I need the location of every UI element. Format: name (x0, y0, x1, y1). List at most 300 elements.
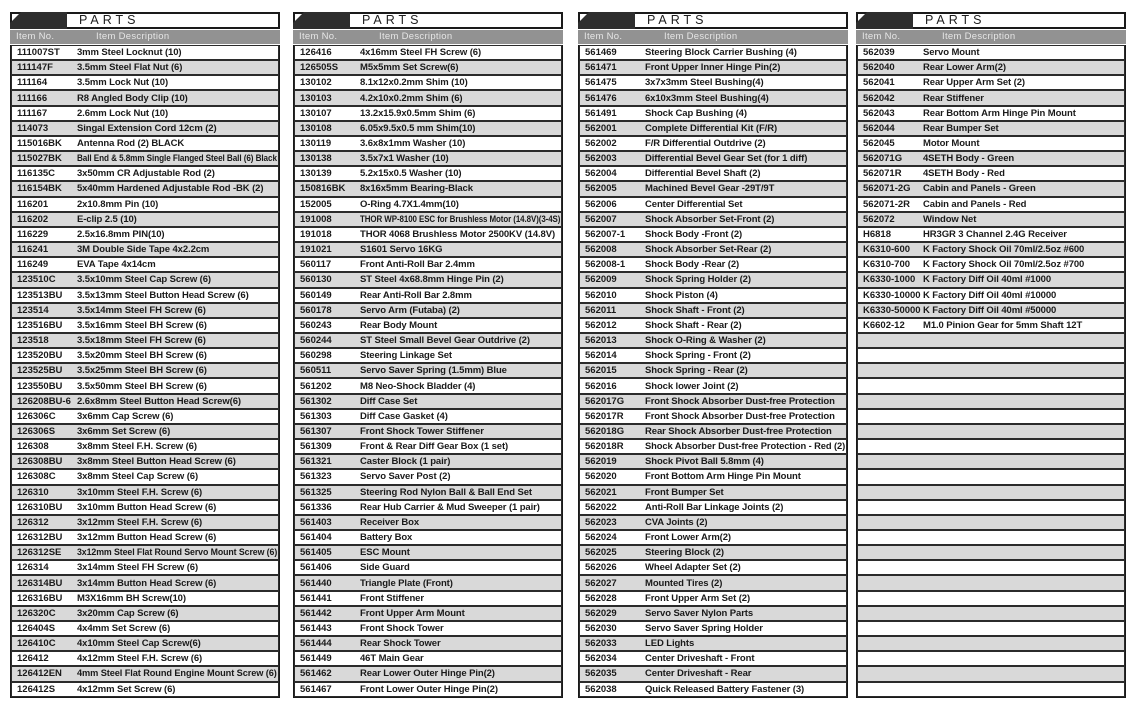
table-row (857, 530, 1125, 545)
item-no-cell: 130107 (300, 107, 332, 119)
table-row (294, 530, 562, 545)
item-no-cell: 126412 (17, 653, 49, 665)
item-description-cell: Mounted Tires (2) (645, 577, 723, 589)
item-description-cell: Steering Block (2) (645, 547, 724, 559)
item-no-cell: K6310-600 (863, 244, 911, 256)
table-row (294, 227, 562, 242)
table-row (857, 500, 1125, 515)
table-row (579, 166, 847, 181)
item-description-cell: 13.2x15.9x0.5mm Shim (6) (360, 107, 476, 119)
table-row (579, 469, 847, 484)
item-no-cell: 561309 (300, 441, 332, 453)
item-description-cell: Steering Block Carrier Bushing (4) (645, 47, 797, 59)
col-item-description: Item Description (664, 31, 738, 42)
table-row (579, 348, 847, 363)
table-row (857, 575, 1125, 590)
item-no-cell: 562071-2G (863, 183, 911, 195)
item-no-cell: 562071-2R (863, 198, 911, 210)
item-no-cell: 111164 (17, 77, 48, 89)
table-row (11, 318, 279, 333)
item-description-cell: 4x12mm Set Screw (6) (77, 683, 176, 695)
item-description-cell: ST Steel Small Bevel Gear Outdrive (2) (360, 335, 530, 347)
item-description-cell: Complete Differential Kit (F/R) (645, 122, 778, 134)
item-description-cell: 4.2x10x0.2mm Shim (6) (360, 92, 463, 104)
item-description-cell: Singal Extension Cord 12cm (2) (77, 122, 217, 134)
item-no-cell: 561303 (300, 410, 332, 422)
item-no-cell: 126308C (17, 471, 56, 483)
item-no-cell: 126208BU-6 (17, 395, 71, 407)
table-row (857, 75, 1125, 90)
item-description-cell: Shock Absorber Set-Front (2) (645, 213, 775, 225)
table-row (11, 212, 279, 227)
table-row (294, 197, 562, 212)
item-no-cell: 561321 (300, 456, 332, 468)
table-row (11, 90, 279, 105)
column-header-bar (293, 30, 563, 44)
table-row (11, 106, 279, 121)
parts-title: PARTS (925, 13, 986, 27)
item-no-cell: 126310 (17, 486, 49, 498)
table-row (294, 439, 562, 454)
table-row (579, 363, 847, 378)
item-description-cell: Triangle Plate (Front) (360, 577, 453, 589)
item-description-cell: K Factory Shock Oil 70ml/2.5oz #700 (923, 259, 1085, 271)
table-row (11, 394, 279, 409)
item-description-cell: Servo Mount (923, 47, 980, 59)
item-no-cell: 126410C (17, 638, 56, 650)
item-no-cell: 130102 (300, 77, 332, 89)
item-no-cell: 562014 (585, 350, 617, 362)
table-row (857, 621, 1125, 636)
item-description-cell: Front Shock Absorber Dust-free Protection (645, 395, 835, 407)
item-no-cell: 111007ST (17, 47, 60, 59)
item-no-cell: 562009 (585, 274, 617, 286)
parts-header-strip (10, 12, 280, 29)
table-row (579, 515, 847, 530)
table-row (857, 60, 1125, 75)
item-description-cell: 4SETH Body - Green (923, 153, 1015, 165)
item-description-cell: 5x40mm Hardened Adjustable Rod -BK (2) (77, 183, 264, 195)
table-row (11, 606, 279, 621)
item-no-cell: 561469 (585, 47, 617, 59)
item-description-cell: M5x5mm Set Screw(6) (360, 62, 459, 74)
item-description-cell: 3M Double Side Tape 4x2.2cm (77, 244, 210, 256)
item-no-cell: 562018G (585, 425, 625, 437)
item-no-cell: 562007 (585, 213, 617, 225)
table-row (11, 60, 279, 75)
table-row (294, 575, 562, 590)
col-item-no: Item No. (299, 31, 338, 42)
item-description-cell: Rear Anti-Roll Bar 2.8mm (360, 289, 472, 301)
item-no-cell: 561323 (300, 471, 332, 483)
table-row (294, 424, 562, 439)
table-row (294, 666, 562, 681)
table-row (857, 212, 1125, 227)
item-no-cell: 126412S (17, 683, 56, 695)
table-row (11, 197, 279, 212)
item-description-cell: Cabin and Panels - Red (923, 198, 1027, 210)
item-no-cell: 562033 (585, 638, 617, 650)
item-description-cell: 3.6x8x1mm Washer (10) (360, 138, 466, 150)
item-no-cell: 191021 (300, 244, 332, 256)
item-no-cell: 116202 (17, 213, 49, 225)
table-row (11, 666, 279, 681)
table-row (294, 257, 562, 272)
table-row (857, 257, 1125, 272)
table-row (11, 560, 279, 575)
table-row (579, 636, 847, 651)
table-row (11, 151, 279, 166)
item-description-cell: 3x10mm Button Head Screw (6) (77, 501, 217, 513)
item-description-cell: K Factory Diff Oil 40ml #50000 (923, 304, 1057, 316)
table-row (11, 378, 279, 393)
item-description-cell: THOR 4068 Brushless Motor 2500KV (14.8V) (360, 228, 556, 240)
item-description-cell: 46T Main Gear (360, 653, 424, 665)
item-description-cell: 3.5x18mm Steel FH Screw (6) (77, 335, 206, 347)
table-row (11, 333, 279, 348)
table-row (579, 409, 847, 424)
item-description-cell (921, 350, 1124, 361)
table-row (11, 272, 279, 287)
item-description-cell: LED Lights (645, 638, 695, 650)
item-description-cell: Machined Bevel Gear -29T/9T (645, 183, 775, 195)
item-description-cell: Front Bottom Arm Hinge Pin Mount (645, 471, 801, 483)
parts-rows (293, 45, 563, 698)
table-row (11, 454, 279, 469)
parts-rows (578, 45, 848, 698)
table-row (11, 136, 279, 151)
item-no-cell: 562043 (863, 107, 895, 119)
table-row (294, 348, 562, 363)
item-description-cell: Front Lower Outer Hinge Pin(2) (360, 683, 498, 695)
item-description-cell: 4x4mm Set Screw (6) (77, 623, 171, 635)
item-no-cell: 562016 (585, 380, 617, 392)
item-description-cell: 4x12mm Steel F.H. Screw (6) (77, 653, 203, 665)
item-description-cell: Diff Case Set (360, 395, 418, 407)
item-description-cell: Caster Block (1 pair) (360, 456, 451, 468)
table-row (294, 121, 562, 136)
item-description-cell: Servo Saver Nylon Parts (645, 607, 754, 619)
table-row (294, 545, 562, 560)
item-description-cell: 4x10mm Steel Cap Screw(6) (77, 638, 201, 650)
header-tab-shape (856, 12, 913, 29)
item-description-cell: Motor Mount (923, 138, 980, 150)
table-row (579, 333, 847, 348)
table-row (857, 666, 1125, 681)
item-description-cell: Front Shock Tower Stiffener (360, 425, 484, 437)
table-row (579, 591, 847, 606)
table-row (857, 394, 1125, 409)
item-description-cell (921, 562, 1124, 573)
item-no-cell: 562030 (585, 623, 617, 635)
table-row (857, 318, 1125, 333)
item-description-cell: M8 Neo-Shock Bladder (4) (360, 380, 476, 392)
item-no-cell: 123525BU (17, 365, 63, 377)
table-row (579, 272, 847, 287)
item-description-cell (921, 502, 1124, 513)
col-item-no: Item No. (16, 31, 55, 42)
item-description-cell: Cabin and Panels - Green (923, 183, 1036, 195)
item-description-cell: Center Differential Set (645, 198, 743, 210)
item-no-cell: 130119 (300, 138, 332, 150)
item-description-cell: 3x7x3mm Steel Bushing(4) (645, 77, 764, 89)
table-row (11, 636, 279, 651)
item-no-cell: 115027BK (17, 153, 62, 165)
item-description-cell (921, 456, 1124, 467)
item-description-cell: 3mm Steel Locknut (10) (77, 47, 182, 59)
item-description-cell: 3x8mm Steel F.H. Screw (6) (77, 441, 197, 453)
table-row (579, 485, 847, 500)
table-row (11, 575, 279, 590)
item-description-cell: Antenna Rod (2) BLACK (77, 138, 185, 150)
item-no-cell: 116135C (17, 168, 56, 180)
table-row (857, 591, 1125, 606)
item-no-cell: K6330-50000 (863, 304, 921, 316)
table-row (11, 651, 279, 666)
item-no-cell: 111167 (17, 107, 48, 119)
table-row (857, 560, 1125, 575)
table-row (294, 212, 562, 227)
item-no-cell: 561307 (300, 425, 332, 437)
table-row (294, 60, 562, 75)
item-no-cell: 126316BU (17, 592, 63, 604)
item-description-cell: 3.5x7x1 Washer (10) (360, 153, 449, 165)
item-description-cell: Center Driveshaft - Rear (645, 668, 752, 680)
item-no-cell: 562038 (585, 683, 617, 695)
table-row (294, 242, 562, 257)
item-no-cell: H6818 (863, 228, 891, 240)
table-row (857, 606, 1125, 621)
item-description-cell: Rear Lower Arm(2) (923, 62, 1006, 74)
item-no-cell: 562045 (863, 138, 895, 150)
table-row (579, 424, 847, 439)
item-no-cell: 130139 (300, 168, 332, 180)
table-row (294, 288, 562, 303)
item-no-cell: 562019 (585, 456, 617, 468)
item-description-cell: 3x8mm Steel Button Head Screw (6) (77, 456, 236, 468)
parts-title: PARTS (362, 13, 423, 27)
header-tab-shape (293, 12, 350, 29)
item-no-cell: 116241 (17, 244, 49, 256)
item-description-cell: Front Lower Arm(2) (645, 532, 731, 544)
table-row (294, 363, 562, 378)
table-row (11, 257, 279, 272)
item-no-cell: 562017R (585, 410, 624, 422)
table-row (579, 500, 847, 515)
item-no-cell: 561405 (300, 547, 332, 559)
item-no-cell: 561491 (585, 107, 617, 119)
column-header-bar (10, 30, 280, 44)
item-description-cell: Front Anti-Roll Bar 2.4mm (360, 259, 475, 271)
item-no-cell: 562001 (585, 122, 617, 134)
item-no-cell: 116201 (17, 198, 49, 210)
table-row (11, 288, 279, 303)
table-row (579, 454, 847, 469)
item-description-cell: 6.05x9.5x0.5 mm Shim(10) (360, 122, 476, 134)
item-description-cell: 3x12mm Button Head Screw (6) (77, 532, 217, 544)
table-row (579, 288, 847, 303)
item-description-cell: E-clip 2.5 (10) (77, 213, 137, 225)
item-no-cell: 126416 (300, 47, 332, 59)
table-row (857, 121, 1125, 136)
table-row (11, 363, 279, 378)
item-description-cell: Shock Cap Bushing (4) (645, 107, 747, 119)
item-no-cell: 116249 (17, 259, 49, 271)
table-row (11, 121, 279, 136)
item-description-cell: 3x12mm Steel F.H. Screw (6) (77, 516, 203, 528)
item-description-cell: Front & Rear Diff Gear Box (1 set) (360, 441, 509, 453)
table-row (11, 424, 279, 439)
item-description-cell: Servo Saver Spring Holder (645, 623, 763, 635)
item-no-cell: 561444 (300, 638, 332, 650)
parts-title: PARTS (79, 13, 140, 27)
item-description-cell: 3.5x25mm Steel BH Screw (6) (77, 365, 207, 377)
table-row (11, 591, 279, 606)
item-description-cell (921, 684, 1124, 695)
item-no-cell: 562071R (863, 168, 902, 180)
table-row (857, 378, 1125, 393)
table-row (579, 651, 847, 666)
item-description-cell: Rear Hub Carrier & Mud Sweeper (1 pair) (360, 501, 540, 513)
table-row (11, 469, 279, 484)
table-row (857, 45, 1125, 60)
item-description-cell: ST Steel 4x68.8mm Hinge Pin (2) (360, 274, 504, 286)
item-no-cell: 126312 (17, 516, 49, 528)
item-no-cell: 562040 (863, 62, 895, 74)
item-no-cell: 560117 (300, 259, 332, 271)
parts-title: PARTS (647, 13, 708, 27)
item-no-cell: 126306S (17, 425, 56, 437)
item-no-cell: 126308 (17, 441, 49, 453)
table-row (11, 530, 279, 545)
item-description-cell: Shock Pivot Ball 5.8mm (4) (645, 456, 764, 468)
table-row (857, 363, 1125, 378)
item-no-cell: 116229 (17, 228, 49, 240)
table-row (579, 318, 847, 333)
item-description-cell: 2.6x8mm Steel Button Head Screw(6) (77, 395, 241, 407)
item-description-cell: 3.5x20mm Steel BH Screw (6) (77, 350, 207, 362)
item-description-cell: Rear Stiffener (923, 92, 984, 104)
table-row (579, 257, 847, 272)
item-description-cell: 3x8mm Steel Cap Screw (6) (77, 471, 199, 483)
item-no-cell: 561325 (300, 486, 332, 498)
table-row (857, 545, 1125, 560)
table-row (294, 485, 562, 500)
item-description-cell (921, 578, 1124, 589)
table-row (857, 348, 1125, 363)
item-description-cell (921, 471, 1124, 482)
item-description-cell: 3x50mm CR Adjustable Rod (2) (77, 168, 215, 180)
item-description-cell: S1601 Servo 16KG (360, 244, 443, 256)
item-description-cell: Differential Bevel Shaft (2) (645, 168, 761, 180)
item-description-cell (921, 532, 1124, 543)
item-no-cell: 562023 (585, 516, 617, 528)
table-row (579, 242, 847, 257)
item-no-cell: 123510C (17, 274, 56, 286)
item-no-cell: K6310-700 (863, 259, 911, 271)
table-row (11, 545, 279, 560)
item-no-cell: 562015 (585, 365, 617, 377)
item-description-cell: 2.6mm Lock Nut (10) (77, 107, 169, 119)
item-description-cell: 6x10x3mm Steel Bushing(4) (645, 92, 769, 104)
item-description-cell: Shock Spring - Front (2) (645, 350, 751, 362)
item-description-cell (921, 517, 1124, 528)
item-description-cell: Shock Body -Rear (2) (645, 259, 740, 271)
item-description-cell (921, 441, 1124, 452)
item-no-cell: K6330-10000 (863, 289, 921, 301)
table-row (579, 60, 847, 75)
table-row (294, 318, 562, 333)
item-description-cell (921, 335, 1124, 346)
table-row (294, 90, 562, 105)
table-row (11, 166, 279, 181)
item-description-cell: Rear Upper Arm Set (2) (923, 77, 1025, 89)
item-description-cell: Anti-Roll Bar Linkage Joints (2) (645, 501, 784, 513)
table-row (11, 409, 279, 424)
item-no-cell: 561302 (300, 395, 332, 407)
parts-rows (10, 45, 280, 698)
parts-header-strip (578, 12, 848, 29)
table-row (579, 227, 847, 242)
table-row (857, 136, 1125, 151)
item-no-cell: 191008 (300, 213, 332, 225)
item-description-cell (921, 547, 1124, 558)
column-header-bar (578, 30, 848, 44)
table-row (857, 454, 1125, 469)
item-description-cell: Shock Piston (4) (645, 289, 718, 301)
table-row (294, 333, 562, 348)
table-row (294, 469, 562, 484)
table-row (857, 485, 1125, 500)
item-no-cell: 562041 (863, 77, 895, 89)
table-row (857, 515, 1125, 530)
table-row (579, 530, 847, 545)
table-row (294, 45, 562, 60)
header-tab-shape (10, 12, 67, 29)
item-no-cell: 561443 (300, 623, 332, 635)
parts-table-2 (293, 12, 563, 698)
table-row (579, 212, 847, 227)
item-description-cell: Rear Shock Tower (360, 638, 441, 650)
table-row (294, 682, 562, 697)
item-no-cell: 561449 (300, 653, 332, 665)
item-no-cell: 123514 (17, 304, 49, 316)
item-no-cell: 111147F (17, 62, 53, 74)
table-row (11, 242, 279, 257)
table-row (857, 90, 1125, 105)
item-no-cell: 562002 (585, 138, 617, 150)
item-no-cell: 560149 (300, 289, 332, 301)
item-no-cell: 562005 (585, 183, 617, 195)
table-row (294, 272, 562, 287)
table-row (579, 621, 847, 636)
item-no-cell: 115016BK (17, 138, 62, 150)
col-item-description: Item Description (379, 31, 453, 42)
item-description-cell: 3.5mm Lock Nut (10) (77, 77, 169, 89)
table-row (294, 136, 562, 151)
table-row (579, 394, 847, 409)
table-row (857, 106, 1125, 121)
item-description-cell: 3x6mm Set Screw (6) (77, 425, 171, 437)
item-no-cell: 561475 (585, 77, 617, 89)
item-description-cell: Ball End & 5.8mm Single Flanged Steel Ball (6) Black (77, 153, 277, 165)
item-no-cell: 562024 (585, 532, 617, 544)
item-no-cell: 111166 (17, 92, 48, 104)
col-item-description: Item Description (942, 31, 1016, 42)
parts-rows (856, 45, 1126, 698)
item-no-cell: 561403 (300, 516, 332, 528)
parts-table-4 (856, 12, 1126, 698)
